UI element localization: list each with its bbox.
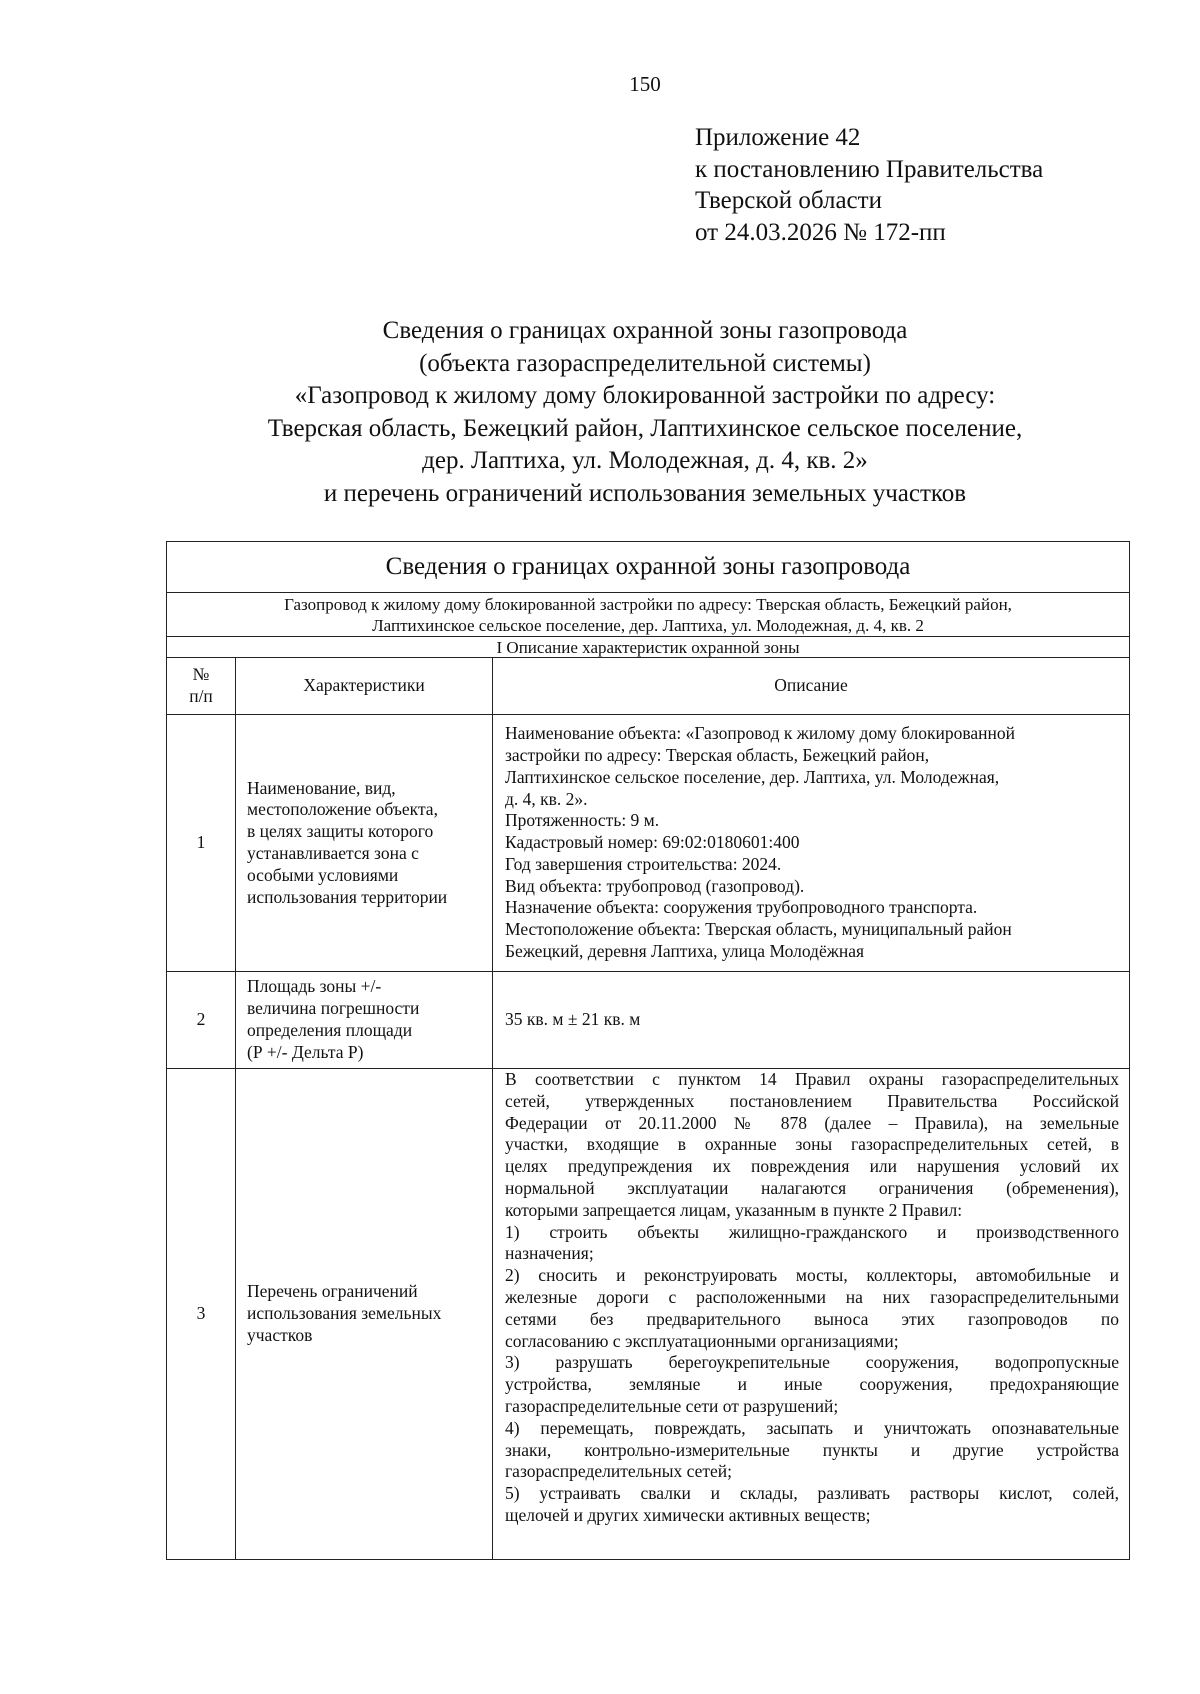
- desc-line: газораспределительных сетей;: [505, 1461, 732, 1482]
- header-description: Описание: [493, 658, 1130, 715]
- table-header-row: [167, 658, 1130, 715]
- object-line: Газопровод к жилому дому блокированной застройки по адресу: Тверская область, Бежецкий район,: [284, 595, 1012, 614]
- desc-line: Федерации от 20.11.2000 № 878 (далее – Правила), на земельные: [505, 1112, 1120, 1133]
- desc-line: Кадастровый номер: 69:02:0180601:400: [505, 832, 800, 853]
- char-line: величина погрешности: [247, 998, 420, 1019]
- char-line: использования земельных: [247, 1303, 442, 1324]
- row-description: [493, 1069, 1130, 1560]
- desc-line: Лаптихинское сельское поселение, дер. Лаптиха, ул. Молодежная,: [505, 766, 1000, 787]
- row-characteristic: [236, 972, 493, 1069]
- page-number: 150: [629, 72, 661, 96]
- char-line: Перечень ограничений: [247, 1281, 418, 1302]
- desc-line: 3) разрушать берегоукрепительные сооружения, водопропускные: [505, 1352, 1120, 1373]
- title-line: дер. Лаптиха, ул. Молодежная, д. 4, кв. 2»: [422, 447, 868, 474]
- desc-line: 2) сносить и реконструировать мосты, коллекторы, автомобильные и: [505, 1265, 1120, 1286]
- desc-line: д. 4, кв. 2».: [505, 788, 588, 809]
- object-line: Лаптихинское сельское поселение, дер. Лаптиха, ул. Молодежная, д. 4, кв. 2: [372, 616, 924, 635]
- zone-table-container: [166, 541, 1129, 1560]
- appendix-block: [695, 122, 1043, 248]
- desc-line: устройства, земляные и иные сооружения, предохраняющие: [505, 1374, 1120, 1395]
- char-line: в целях защиты которого: [247, 821, 434, 842]
- desc-line: газораспределительные сети от разрушений;: [505, 1395, 839, 1416]
- header-num-line: п/п: [189, 686, 213, 706]
- title-line: Тверская область, Бежецкий район, Лаптихинское сельское поселение,: [267, 414, 1023, 442]
- zone-table: [166, 541, 1130, 1560]
- desc-line: согласованию с эксплуатационными организациями;: [505, 1330, 899, 1351]
- table-object-row: [167, 593, 1130, 637]
- desc-line: 1) строить объекты жилищно-гражданского и производственного: [505, 1221, 1120, 1242]
- row-characteristic: [236, 1069, 493, 1560]
- desc-line: назначения;: [505, 1243, 594, 1264]
- header-num-line: №: [192, 664, 210, 685]
- title-line: (объекта газораспределительной системы): [419, 349, 871, 377]
- desc-line: Назначение объекта: сооружения трубопроводного транспорта.: [505, 897, 978, 918]
- table-row: [167, 1069, 1130, 1560]
- char-line: участков: [247, 1324, 313, 1345]
- char-line: особыми условиями: [247, 864, 399, 885]
- document-title: [160, 315, 1130, 510]
- table-object-name: [167, 593, 1130, 637]
- appendix-line: к постановлению Правительства: [695, 155, 1044, 183]
- char-line: Площадь зоны +/-: [247, 976, 382, 997]
- table-row: [167, 972, 1130, 1069]
- row-description: [493, 715, 1130, 972]
- header-num: [167, 658, 236, 715]
- desc-line: Бежецкий, деревня Лаптиха, улица Молодёжная: [505, 941, 865, 962]
- desc-line: Год завершения строительства: 2024.: [505, 853, 782, 874]
- desc-line: которыми запрещается лицам, указанным в пункте 2 Правил:: [505, 1199, 963, 1220]
- title-line: и перечень ограничений использования земельных участков: [323, 479, 967, 507]
- desc-line: Местоположение объекта: Тверская область, муниципальный район: [505, 919, 1012, 940]
- char-line: использования территории: [247, 886, 448, 907]
- desc-line: Вид объекта: трубопровод (газопровод).: [505, 875, 805, 896]
- table-title: Сведения о границах охранной зоны газопровода: [167, 542, 1130, 593]
- desc-line: застройки по адресу: Тверская область, Бежецкий район,: [505, 744, 930, 765]
- desc-line: Протяженность: 9 м.: [505, 810, 660, 831]
- appendix-line: от 24.03.2026 № 172-пп: [695, 218, 946, 246]
- desc-line: сетями без предварительного выноса этих газопроводов по: [505, 1308, 1120, 1329]
- desc-line: целях предупреждения их повреждения или нарушения условий их: [505, 1156, 1120, 1177]
- row-number: 2: [167, 972, 236, 1069]
- desc-line: В соответствии с пунктом 14 Правил охраны газораспределительных: [505, 1069, 1120, 1089]
- desc-line: знаки, контрольно-измерительные пункты и другие устройства: [505, 1439, 1120, 1460]
- desc-line: 5) устраивать свалки и склады, разливать растворы кислот, солей,: [505, 1483, 1120, 1504]
- row-number: 1: [167, 715, 236, 972]
- title-line: Сведения о границах охранной зоны газопровода: [382, 317, 908, 344]
- char-line: устанавливается зона с: [247, 843, 419, 863]
- title-line: «Газопровод к жилому дому блокированной застройки по адресу:: [294, 382, 996, 409]
- table-section-row: [167, 637, 1130, 658]
- desc-line: участки, входящие в охранные зоны газораспределительных сетей, в: [505, 1134, 1120, 1155]
- appendix-line: Приложение 42: [695, 124, 861, 151]
- desc-line: щелочей и других химически активных веществ;: [505, 1504, 871, 1525]
- row-characteristic: [236, 715, 493, 972]
- char-line: (Р +/- Дельта Р): [247, 1041, 364, 1062]
- header-characteristics: Характеристики: [236, 658, 493, 715]
- table-title-row: [167, 542, 1130, 593]
- char-line: Наименование, вид,: [247, 777, 396, 798]
- desc-line: сетей, утвержденных постановлением Правительства Российской: [505, 1090, 1120, 1111]
- table-row: [167, 715, 1130, 972]
- char-line: местоположение объекта,: [247, 799, 438, 820]
- desc-line: железные дороги с расположенными на них газораспределительными: [505, 1286, 1120, 1307]
- row-description: 35 кв. м ± 21 кв. м: [493, 972, 1130, 1069]
- table-section-title: I Описание характеристик охранной зоны: [167, 637, 1130, 658]
- row-number: 3: [167, 1069, 236, 1560]
- appendix-line: Тверской области: [695, 187, 882, 214]
- desc-line: 4) перемещать, повреждать, засыпать и уничтожать опознавательные: [505, 1417, 1120, 1438]
- desc-line: Наименование объекта: «Газопровод к жилому дому блокированной: [505, 723, 1016, 744]
- desc-line: нормальной эксплуатации налагаются ограничения (обременения),: [505, 1177, 1120, 1198]
- char-line: определения площади: [247, 1020, 413, 1040]
